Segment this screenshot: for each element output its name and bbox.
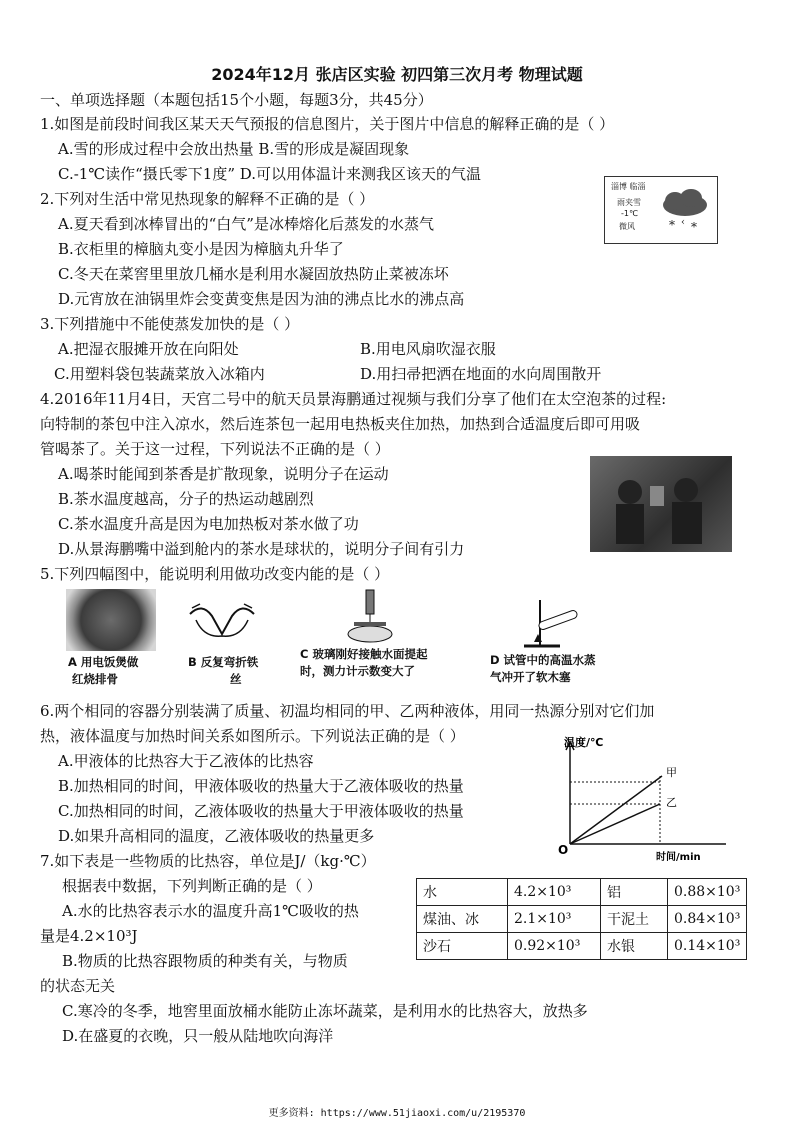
table-row — [417, 906, 747, 933]
q3-option-a: A.把湿衣服摊开放在向阳处 — [58, 340, 239, 358]
table-row — [417, 933, 747, 960]
specific-heat-table — [416, 878, 747, 960]
q3-stem: 3.下列措施中不能使蒸发加快的是（ ） — [40, 315, 300, 333]
q5-caption-c-1: C 玻璃刚好接触水面提起 — [300, 647, 428, 661]
table-cell: 0.88×10³ — [668, 879, 747, 906]
q4-option-b: B.茶水温度越高，分子的热运动越剧烈 — [58, 490, 314, 508]
series-jia-label: 甲 — [666, 766, 677, 779]
q6-option-a: A.甲液体的比热容大于乙液体的比热容 — [58, 752, 314, 770]
table-cell: 水 — [417, 879, 508, 906]
q5-caption-a-2: 红烧排骨 — [72, 672, 118, 686]
q7-option-d: D.在盛夏的衣晚，只一般从陆地吹向海洋 — [62, 1027, 334, 1045]
q4-stem-1: 4.2016年11月4日，天宫二号中的航天员景海鹏通过视频与我们分享了他们在太空泡茶的过程: — [40, 390, 667, 408]
bending-wire-icon — [182, 594, 262, 654]
table-cell: 干泥土 — [601, 906, 668, 933]
q3-option-b: B.用电风扇吹湿衣服 — [360, 340, 496, 358]
q5-caption-d-1: D 试管中的高温水蒸 — [490, 653, 596, 667]
svg-text:*: * — [691, 220, 697, 234]
q3-option-d: D.用扫帚把洒在地面的水向周围散开 — [360, 365, 602, 383]
q1-options-cd: C.-1℃读作“摄氏零下1度” D.可以用体温计来测我区该天的气温 — [58, 165, 482, 183]
table-cell: 4.2×10³ — [508, 879, 601, 906]
q4-option-c: C.茶水温度升高是因为电加热板对茶水做了功 — [58, 515, 359, 533]
table-cell: 水银 — [601, 933, 668, 960]
q7-option-a-1: A.水的比热容表示水的温度升高1℃吸收的热 — [62, 902, 359, 920]
q4-stem-3: 管喝茶了。关于这一过程，下列说法不正确的是（ ） — [40, 440, 390, 458]
weather-forecast-image — [604, 176, 718, 244]
astronaut-photo — [590, 456, 732, 552]
q2-option-b: B.衣柜里的樟脑丸变小是因为樟脑丸升华了 — [58, 240, 344, 258]
q5-caption-b-1: B 反复弯折铁 — [188, 655, 259, 669]
weather-temp: -1℃ — [621, 209, 638, 218]
q2-option-d: D.元宵放在油锅里炸会变黄变焦是因为油的沸点比水的沸点高 — [58, 290, 465, 308]
section-heading: 一、单项选择题（本题包括15个小题，每题3分，共45分） — [40, 91, 433, 109]
q2-option-c: C.冬天在菜窖里里放几桶水是利用水凝固放热防止菜被冻坏 — [58, 265, 449, 283]
q5-caption-c-2: 时，测力计示数变大了 — [300, 664, 415, 678]
q6-option-b: B.加热相同的时间，甲液体吸收的热量大于乙液体吸收的热量 — [58, 777, 464, 795]
q7-intro: 根据表中数据，下列判断正确的是（ ） — [62, 877, 322, 895]
q7-option-a-2: 量是4.2×10³J — [40, 927, 138, 945]
q2-option-a: A.夏天看到冰棒冒出的“白气”是冰棒熔化后蒸发的水蒸气 — [58, 215, 434, 233]
q1-options-ab: A.雪的形成过程中会放出热量 B.雪的形成是凝固现象 — [58, 140, 410, 158]
rice-cooker-photo — [66, 589, 156, 651]
astronaut-figures-icon — [590, 456, 732, 552]
origin-label: O — [558, 843, 569, 857]
table-cell: 铝 — [601, 879, 668, 906]
q5-stem: 5.下列四幅图中，能说明利用做功改变内能的是（ ） — [40, 565, 390, 583]
weather-condition: 雨夹雪 — [617, 198, 641, 207]
q7-option-b-2: 的状态无关 — [40, 977, 116, 995]
q2-stem: 2.下列对生活中常见热现象的解释不正确的是（ ） — [40, 190, 375, 208]
q7-option-c: C.寒冷的冬季，地窖里面放桶水能防止冻坏蔬菜，是利用水的比热容大，放热多 — [62, 1002, 588, 1020]
table-cell: 0.92×10³ — [508, 933, 601, 960]
weather-location: 淄博 临淄 — [611, 182, 646, 191]
spring-scale-glass-icon — [340, 586, 400, 646]
q6-stem-1: 6.两个相同的容器分别装满了质量、初温均相同的甲、乙两种液体，用同一热源分别对它们加 — [40, 702, 655, 720]
q5-caption-b-2: 丝 — [230, 672, 242, 686]
table-cell: 煤油、冰 — [417, 906, 508, 933]
table-cell: 2.1×10³ — [508, 906, 601, 933]
q5-caption-d-2: 气冲开了软木塞 — [490, 670, 571, 684]
footer-link[interactable]: 更多资料: https://www.51jiaoxi.com/u/2195370 — [268, 1108, 526, 1119]
y-axis-label: 温度/℃ — [564, 736, 604, 749]
x-axis-label: 时间/min — [656, 852, 701, 863]
table-cell: 0.14×10³ — [668, 933, 747, 960]
q4-option-d: D.从景海鹏嘴中溢到舱内的茶水是球状的，说明分子间有引力 — [58, 540, 465, 558]
q3-option-c: C.用塑料袋包装蔬菜放入冰箱内 — [54, 365, 265, 383]
q1-stem: 1.如图是前段时间我区某天天气预报的信息图片，关于图片中信息的解释正确的是（ ） — [40, 115, 615, 133]
svg-text:‹: ‹ — [681, 217, 685, 228]
table-row — [417, 879, 747, 906]
q5-caption-a-1: A 用电饭煲做 — [68, 655, 139, 669]
weather-wind: 微风 — [619, 222, 635, 231]
q4-option-a: A.喝茶时能闻到茶香是扩散现象，说明分子在运动 — [58, 465, 389, 483]
series-yi-label: 乙 — [666, 796, 677, 809]
cloud-snow-icon — [657, 185, 713, 237]
temperature-time-graph — [556, 736, 746, 864]
test-tube-stand-icon — [516, 594, 586, 650]
table-cell: 0.84×10³ — [668, 906, 747, 933]
svg-text:*: * — [669, 218, 675, 232]
table-cell: 沙石 — [417, 933, 508, 960]
q6-option-d: D.如果升高相同的温度，乙液体吸收的热量更多 — [58, 827, 375, 845]
q6-stem-2: 热，液体温度与加热时间关系如图所示。下列说法正确的是（ ） — [40, 727, 465, 745]
q4-stem-2: 向特制的茶包中注入凉水，然后连茶包一起用电热板夹住加热，加热到合适温度后即可用吸 — [40, 415, 641, 433]
page-title: 2024年12月 张店区实验 初四第三次月考 物理试题 — [211, 65, 583, 84]
q7-option-b-1: B.物质的比热容跟物质的种类有关，与物质 — [62, 952, 348, 970]
q6-option-c: C.加热相同的时间，乙液体吸收的热量大于甲液体吸收的热量 — [58, 802, 464, 820]
q7-stem: 7.如下表是一些物质的比热容，单位是J/（kg·℃） — [40, 852, 376, 870]
